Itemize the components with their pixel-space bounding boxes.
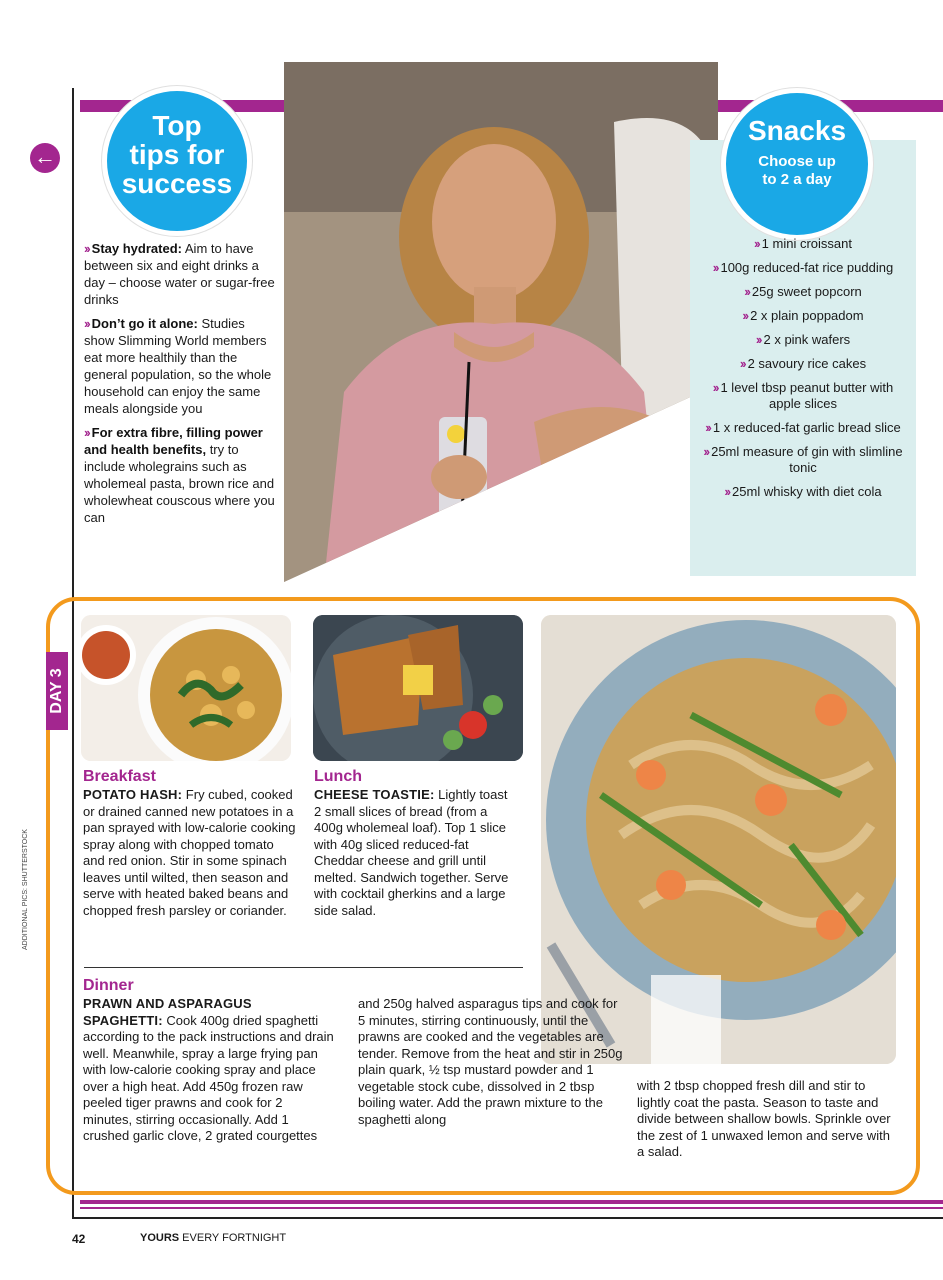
- chevron-icon: ››: [742, 308, 748, 323]
- brand-tagline: EVERY FORTNIGHT: [179, 1232, 287, 1244]
- chevron-icon: ››: [703, 444, 709, 459]
- snack-item: [700, 444, 906, 476]
- woman-with-drink-photo: [284, 62, 718, 582]
- chevron-icon: ››: [705, 420, 710, 435]
- snack-item: [700, 236, 906, 252]
- snack-text: 2 savoury rice cakes: [747, 356, 867, 371]
- cheese-toastie-illustration: [313, 615, 523, 761]
- breakfast-instructions: Fry cubed, cooked or drained canned new potatoes in a pan sprayed with low-calorie cooking spray along with chopped tomato and red onion. Stir in some spinach leaves until wilted, then season and serve with heated baked beans and chopped fresh parsley or coriander.: [83, 787, 296, 918]
- footer-stripe-top: [80, 1200, 943, 1204]
- meal-divider: [84, 967, 523, 968]
- chevron-icon: ››: [84, 241, 89, 256]
- tip-lead: Stay hydrated:: [91, 241, 182, 256]
- chevron-icon: ››: [739, 356, 745, 371]
- snack-text: 1 mini croissant: [761, 236, 852, 251]
- page-number: 42: [72, 1232, 86, 1246]
- dinner-column-1: [83, 996, 335, 1145]
- snack-text: 25g sweet popcorn: [751, 284, 862, 299]
- tip-item: [84, 240, 276, 308]
- tip-lead: Don’t go it alone:: [91, 316, 198, 331]
- snack-item: [700, 260, 906, 276]
- snack-text: 25ml measure of gin with slimline tonic: [711, 444, 903, 475]
- snack-text: 2 x plain poppadom: [750, 308, 864, 323]
- arrow-left-icon[interactable]: ←: [30, 143, 60, 173]
- chevron-icon: ››: [84, 425, 89, 440]
- snack-item: [700, 284, 906, 300]
- snacks-list: [700, 236, 906, 508]
- snack-text: 2 x pink wafers: [763, 332, 851, 347]
- tip-item: [84, 315, 276, 417]
- snack-item: [700, 332, 906, 348]
- lunch-dish-name: CHEESE TOASTIE:: [314, 787, 435, 802]
- dinner-instructions-3: with 2 tbsp chopped fresh dill and stir to lightly coat the pasta. Season to taste and divide between shallow bowls. Sprinkle over the zest of 1 unwaxed lemon and serve with a salad.: [637, 1078, 891, 1159]
- potato-hash-illustration: [81, 615, 291, 761]
- lunch-recipe: [314, 787, 514, 919]
- dinner-column-3: [637, 1078, 899, 1161]
- snack-text: 1 x reduced-fat garlic bread slice: [712, 420, 901, 435]
- tips-title-line: Top: [152, 110, 202, 141]
- chevron-icon: ››: [754, 236, 759, 251]
- tips-list: [84, 240, 276, 533]
- photo-credit: ADDITIONAL PICS: SHUTTERSTOCK: [22, 829, 29, 950]
- dinner-title: Dinner: [83, 977, 134, 994]
- brand-name: YOURS: [140, 1232, 180, 1244]
- chevron-icon: ››: [724, 484, 730, 499]
- snack-item: [700, 420, 906, 436]
- lunch-instructions: Lightly toast 2 small slices of bread (from a 400g wholemeal loaf). Top 1 slice with 40g sliced reduced-fat Cheddar cheese and grill until melted. Sandwich together. Serve with cocktail gherkins and a large side salad.: [314, 787, 509, 918]
- chevron-icon: ››: [712, 380, 718, 395]
- snack-text: 1 level tbsp peanut butter with apple slices: [720, 380, 894, 411]
- snacks-title-badge: [721, 88, 873, 240]
- tip-item: [84, 424, 276, 526]
- footer-stripe-bottom: [80, 1207, 943, 1209]
- day-label-tab: [46, 652, 68, 730]
- breakfast-dish-name: POTATO HASH:: [83, 787, 183, 802]
- snack-item: [700, 484, 906, 500]
- day-label: DAY 3: [48, 668, 65, 714]
- tip-text: Studies show Slimming World members eat more healthily than the general population, so the whole household can enjoy the same meals alongside you: [84, 316, 272, 416]
- snacks-title: Snacks: [747, 115, 847, 146]
- tips-title-badge: [102, 86, 252, 236]
- tips-title-line: success: [121, 168, 233, 199]
- snack-text: 100g reduced-fat rice pudding: [720, 260, 894, 275]
- chevron-icon: ››: [744, 284, 749, 299]
- snacks-subtitle-line: to 2 a day: [762, 171, 832, 188]
- lunch-title: Lunch: [314, 768, 362, 785]
- chevron-icon: ››: [84, 316, 89, 331]
- chevron-icon: ››: [712, 260, 718, 275]
- lunch-photo: [313, 615, 523, 761]
- dinner-dish-name-2: SPAGHETTI:: [83, 1012, 163, 1028]
- breakfast-photo: [81, 615, 291, 761]
- chevron-icon: ››: [755, 332, 761, 347]
- footer-rule: [72, 1217, 943, 1219]
- snack-item: [700, 380, 906, 412]
- magazine-footer: [140, 1232, 286, 1244]
- tips-title-line: tips for: [129, 139, 225, 170]
- tip-text: Aim to have between six and eight drinks a day – choose water or sugar-free drinks: [84, 241, 275, 307]
- tip-text: try to include wholegrains such as wholemeal pasta, brown rice and wholewheat couscous where you can: [84, 442, 275, 525]
- breakfast-title: Breakfast: [83, 768, 156, 785]
- snack-text: 25ml whisky with diet cola: [732, 484, 882, 499]
- snack-item: [700, 308, 906, 324]
- snacks-subtitle-line: Choose up: [758, 153, 836, 170]
- snack-item: [700, 356, 906, 372]
- dinner-dish-name: PRAWN AND ASPARAGUS: [83, 996, 252, 1011]
- dinner-instructions-2: and 250g halved asparagus tips and cook for 5 minutes, stirring continuously, until the prawns are cooked and the vegetables are tender. Remove from the heat and stir in 250g plain quark, ½ tsp mustard powder and 1 vegetable stock cube, dissolved in 2 tbsp boiling water. Add the prawn mixture to the spaghetti along: [358, 996, 623, 1127]
- breakfast-recipe: [83, 787, 298, 919]
- woman-illustration: [284, 62, 718, 582]
- tip-lead: For extra fibre, filling power and health benefits,: [84, 425, 263, 457]
- dinner-column-2: [358, 996, 623, 1128]
- dinner-instructions-1: Cook 400g dried spaghetti according to the pack instructions and drain well. Meanwhile, spray a large frying pan with low-calorie cooking spray and place over a high heat. Add 450g frozen raw peeled tiger prawns and cook for 2 minutes, stirring occasionally. Add 1 crushed garlic clove, 2 grated courgettes: [83, 1012, 334, 1143]
